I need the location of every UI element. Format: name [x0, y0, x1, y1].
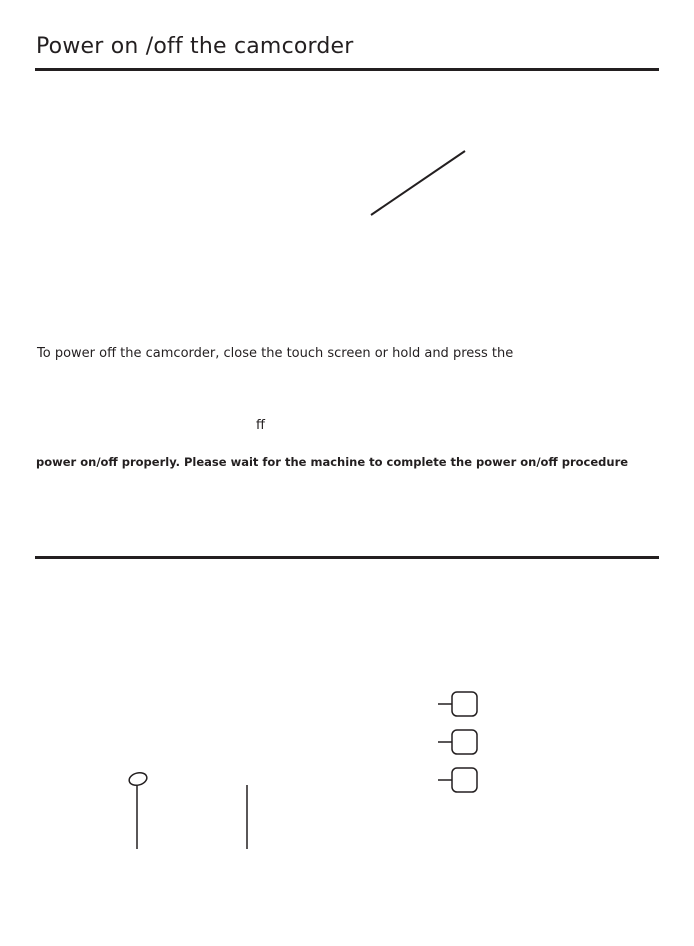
page-title: Power on /off the camcorder — [36, 34, 354, 59]
power-off-instruction: To power off the camcorder, close the touch screen or hold and press the — [37, 346, 514, 361]
callout-line — [371, 151, 465, 215]
power-note: power on/off properly. Please wait for the machine to complete the power on/off procedure — [36, 455, 629, 469]
diagram-button-2 — [438, 730, 477, 754]
text-fragment: ff — [256, 418, 265, 433]
diagram-button-3 — [438, 768, 477, 792]
pin-marker — [128, 771, 148, 849]
diagram-buttons — [438, 692, 477, 792]
section-rule — [35, 556, 659, 559]
diagram-button-1 — [438, 692, 477, 716]
